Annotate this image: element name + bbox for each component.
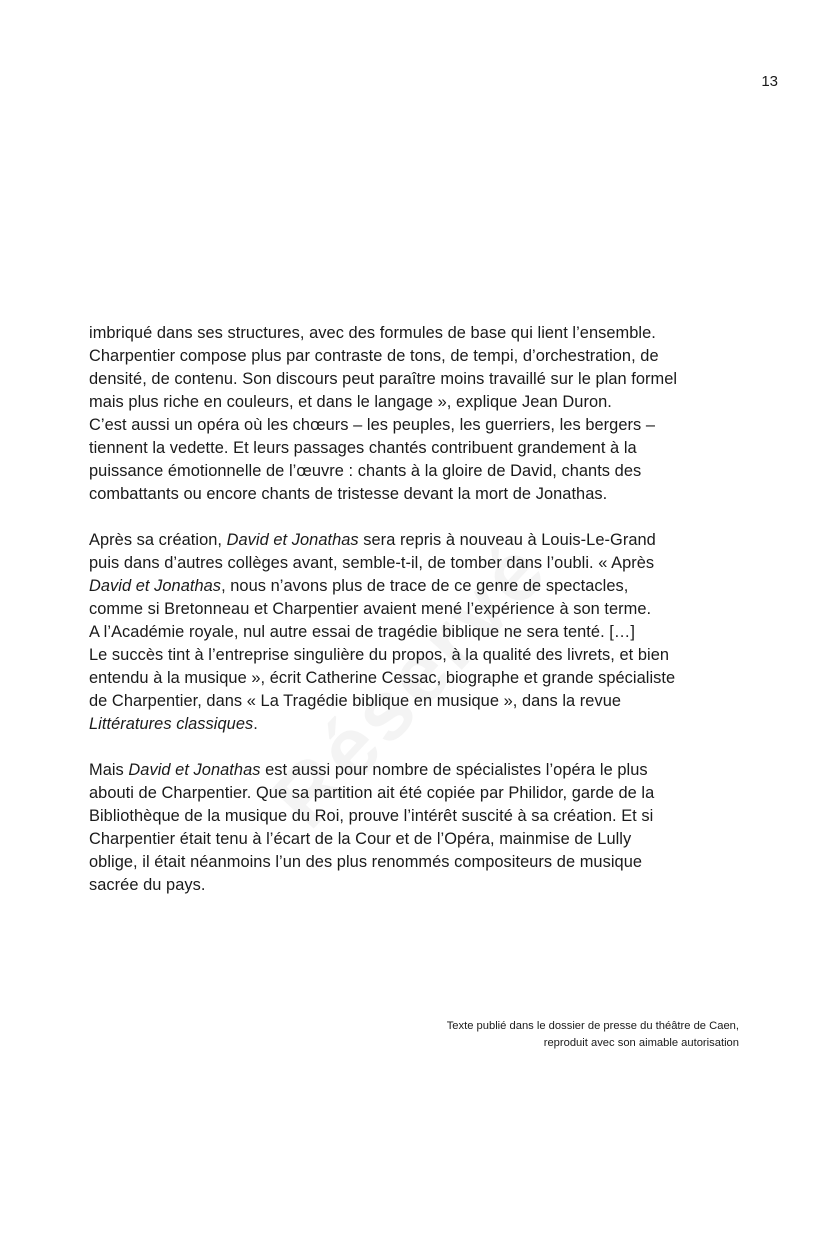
text-line: abouti de Charpentier. Que sa partition ait été copiée par Philidor, garde de la <box>89 784 655 802</box>
text-line <box>89 759 749 782</box>
text-line: A l’Académie royale, nul autre essai de tragédie biblique ne sera tenté. […] <box>89 623 635 641</box>
credit-line: Texte publié dans le dossier de presse du théâtre de Caen, <box>446 1020 739 1032</box>
text-line: puis dans d’autres collèges avant, semble-t-il, de tomber dans l’oubli. « Après <box>89 554 655 572</box>
text-line <box>89 575 749 598</box>
text-line <box>89 529 749 552</box>
text-line: tiennent la vedette. Et leurs passages chantés contribuent grandement à la <box>89 439 637 457</box>
text-line: entendu à la musique », écrit Catherine Cessac, biographe et grande spécialiste <box>89 669 676 687</box>
text-line: densité, de contenu. Son discours peut paraître moins travaillé sur le plan formel <box>89 370 678 388</box>
text-line: mais plus riche en couleurs, et dans le langage », explique Jean Duron. <box>89 393 612 411</box>
text-run: sera repris à nouveau à Louis-Le-Grand <box>358 531 656 549</box>
text-line: Le succès tint à l’entreprise singulière du propos, à la qualité des livrets, et bien <box>89 646 670 664</box>
text-run: . <box>253 715 258 733</box>
paragraph-3 <box>89 759 749 897</box>
paragraph-1 <box>89 322 749 506</box>
text-run: est aussi pour nombre de spécialistes l’opéra le plus <box>260 761 648 779</box>
text-line: imbriqué dans ses structures, avec des formules de base qui lient l’ensemble. <box>89 324 656 342</box>
text-line: comme si Bretonneau et Charpentier avaient mené l’expérience à son terme. <box>89 600 652 618</box>
text-line: de Charpentier, dans « La Tragédie biblique en musique », dans la revue <box>89 692 622 710</box>
text-line: oblige, il était néanmoins l’un des plus renommés compositeurs de musique <box>89 853 643 871</box>
text-line: Bibliothèque de la musique du Roi, prouve l’intérêt suscité à sa création. Et si <box>89 807 654 825</box>
credit-note <box>447 1018 739 1052</box>
text-line: Charpentier était tenu à l’écart de la Cour et de l’Opéra, mainmise de Lully <box>89 830 632 848</box>
text-run: Après sa création, <box>89 531 227 549</box>
text-line <box>89 713 749 736</box>
text-line: puissance émotionnelle de l’œuvre : chants à la gloire de David, chants des <box>89 462 642 480</box>
work-title: David et Jonathas <box>89 577 222 595</box>
credit-line: reproduit avec son aimable autorisation <box>543 1037 739 1049</box>
text-line: Charpentier compose plus par contraste de tons, de tempi, d’orchestration, de <box>89 347 659 365</box>
paragraph-2 <box>89 529 749 736</box>
page-number: 13 <box>761 73 778 90</box>
journal-title: Littératures classiques <box>89 715 254 733</box>
text-run: Mais <box>89 761 129 779</box>
work-title: David et Jonathas <box>128 761 261 779</box>
text-line: sacrée du pays. <box>89 876 206 894</box>
text-line: C’est aussi un opéra où les chœurs – les peuples, les guerriers, les bergers – <box>89 416 656 434</box>
text-line: combattants ou encore chants de tristesse devant la mort de Jonathas. <box>89 485 608 503</box>
work-title: David et Jonathas <box>226 531 359 549</box>
article-body <box>89 322 749 920</box>
text-run: , nous n’avons plus de trace de ce genre de spectacles, <box>221 577 629 595</box>
